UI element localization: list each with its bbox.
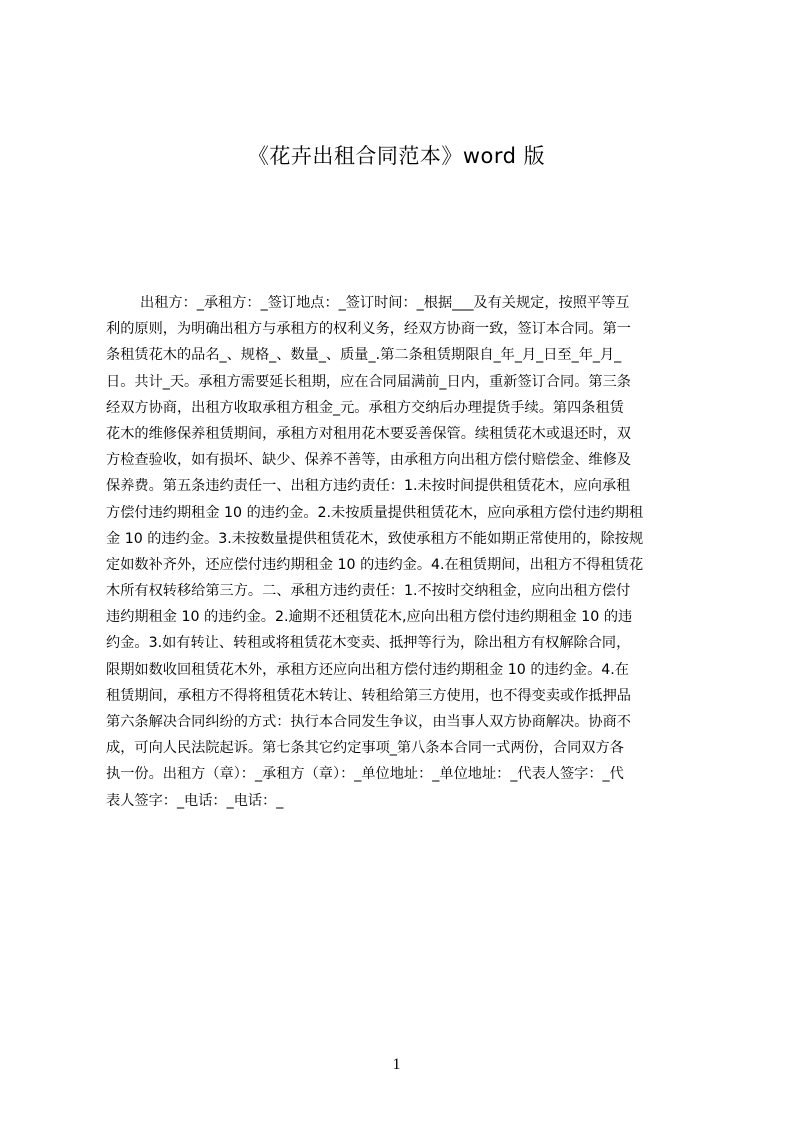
body-line: 定如数补齐外，还应偿付违约期租金 10 的违约金。4.在租赁期间，出租方不得租赁花 [106,556,644,573]
body-line: 租赁期间，承租方不得将租赁花木转让、转租给第三方使用，也不得变卖或作抵押品 [106,687,631,704]
body-line: 方偿付违约期租金 10 的违约金。2.未按质量提供租赁花木，应向承租方偿付违约期租 [106,504,644,521]
document-body [106,290,698,830]
page-number: 1 [392,1056,401,1073]
body-line: 条租赁花木的品名_、规格_、数量_、质量_.第二条租赁期限自_年_月_日至_年_月_ [106,347,622,364]
body-line: 花木的维修保养租赁期间，承租方对租用花木要妥善保管。续租赁花木或退还时，双 [106,425,631,442]
body-line: 表人签字：_电话：_电话：_ [106,792,284,809]
document-title: 《花卉出租合同范本》word 版 [247,144,546,168]
body-line: 第六条解决合同纠纷的方式：执行本合同发生争议，由当事人双方协商解决。协商不 [106,714,631,730]
body-line: 利的原则，为明确出租方与承租方的权利义务，经双方协商一致，签订本合同。第一 [106,321,631,338]
body-line: 金 10 的违约金。3.未按数量提供租赁花木，致使承租方不能如期正常使用的，除按规 [106,530,644,547]
body-line: 违约期租金 10 的违约金。2.逾期不还租赁花木,应向出租方偿付违约期租金 10 的违 [106,609,633,626]
body-line: 成，可向人民法院起诉。第七条其它约定事项_第八条本合同一式两份，合同双方各 [106,740,624,757]
body-line: 约金。3.如有转让、转租或将租赁花木变卖、抵押等行为，除出租方有权解除合同， [106,635,631,652]
body-line: 出租方：_承租方：_签订地点：_签订时间：_根据___及有关规定，按照平等互 [140,295,630,311]
body-line: 执一份。出租方（章）：_承租方（章）：_单位地址：_单位地址：_代表人签字：_代 [106,766,624,783]
body-line: 经双方协商，出租方收取承租方租金_元。承租方交纳后办理提货手续。第四条租赁 [106,399,624,416]
body-line: 日。共计_天。承租方需要延长租期，应在合同届满前_日内，重新签订合同。第三条 [106,373,631,390]
body-line: 限期如数收回租赁花木外，承租方还应向出租方偿付违约期租金 10 的违约金。4.在 [106,661,629,678]
body-line: 保养费。第五条违约责任一、出租方违约责任：1.未按时间提供租赁花木，应向承租 [106,478,631,495]
body-line: 方检查验收，如有损坏、缺少、保养不善等，由承租方向出租方偿付赔偿金、维修及 [106,452,631,469]
body-line: 木所有权转移给第三方。二、承租方违约责任：1.不按时交纳租金，应向出租方偿付 [106,583,631,600]
